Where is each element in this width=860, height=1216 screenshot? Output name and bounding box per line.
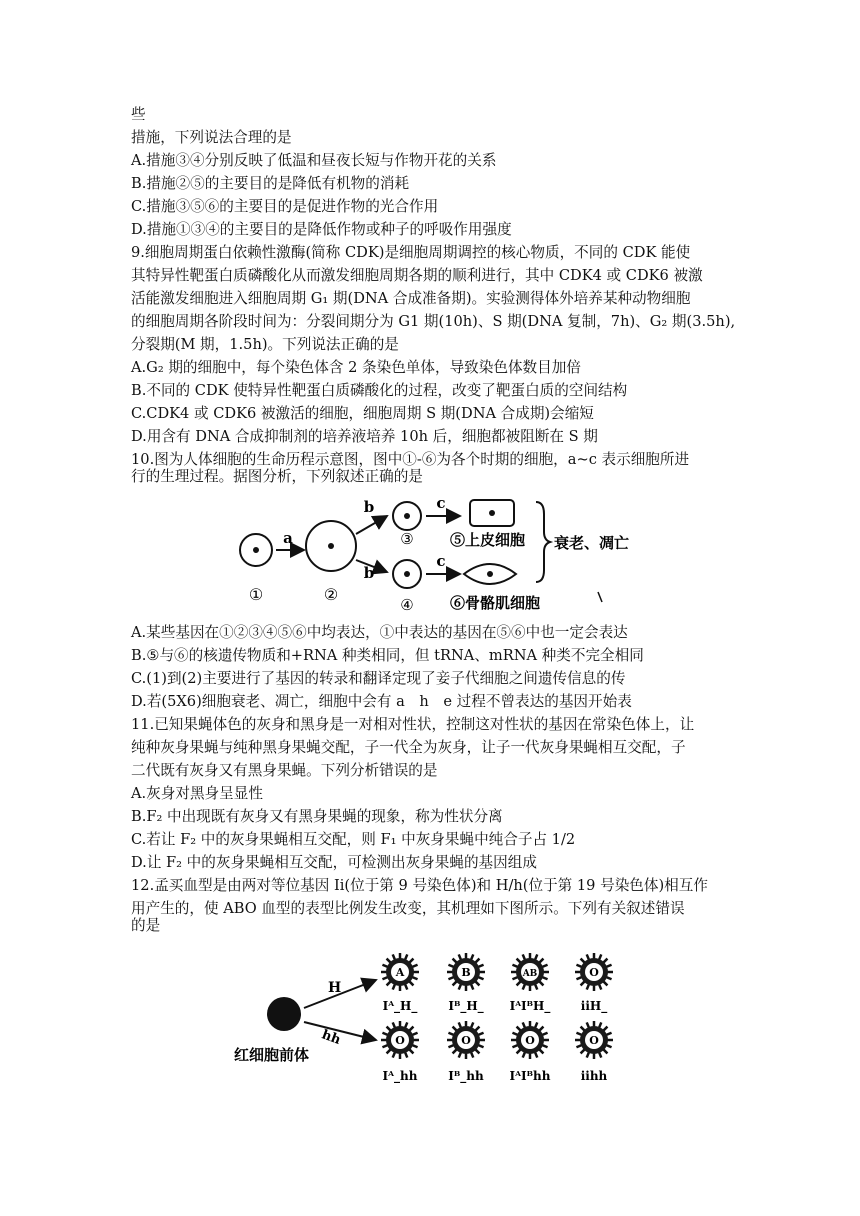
question-9: 9.细胞周期蛋白依赖性激酶(简称 CDK)是细胞周期调控的核心物质，不同的 CDK 能使 (131, 244, 691, 261)
option-c: C.(1)到(2)主要进行了基因的转录和翻译定现了妾子代细胞之间遗传信息的传 (131, 670, 626, 687)
antigen-label: AB (522, 969, 538, 979)
question-12: 12.孟买血型是由两对等位基因 Ii(位于第 9 号染色体)和 H/h(位于第 19 号染色体)相互作 (131, 877, 708, 894)
option-b: B.⑤与⑥的核遗传物质和+RNA 种类相同，但 tRNA、mRNA 种类不完全相同 (131, 647, 644, 664)
cell-1 (240, 534, 272, 566)
option-a: A.措施③④分别反映了低温和昼夜长短与作物开花的关系 (131, 152, 497, 169)
antigen-label: O (589, 1034, 599, 1047)
option-c: C.CDK4 或 CDK6 被激活的细胞，细胞周期 S 期(DNA 合成期)会缩短 (131, 405, 594, 422)
genotype-label: Iᴮ_hh (448, 1069, 484, 1083)
blood-cell-top-2 (447, 953, 485, 991)
arrow-hh-label: hh (319, 1027, 343, 1048)
text-line: 的是 (131, 917, 161, 934)
text-line: 的细胞周期各阶段时间为：分裂间期分为 G1 期(10h)、S 期(DNA 复制，7h)、G₂ 期(3.5h), (131, 313, 736, 330)
precursor-label: 红细胞前体 (234, 1046, 310, 1064)
text-line: 纯种灰身果蝇与纯种黑身果蝇交配，子一代全为灰身，让子一代灰身果蝇相互交配，子 (131, 739, 686, 756)
cell-6-muscle (464, 564, 516, 584)
arrow-b-top-label: b (363, 498, 375, 516)
genotype-label: Iᴮ_H_ (448, 999, 484, 1013)
cell-3-label: ③ (400, 530, 414, 548)
blood-cell-top-3 (511, 953, 549, 991)
cell-4 (393, 560, 421, 588)
arrow-c-top-label: c (436, 494, 446, 512)
arrow-h-label: H (328, 980, 342, 996)
text-line: 用产生的，使 ABO 血型的表型比例发生改变，其机理如下图所示。下列有关叙述错误 (131, 900, 685, 917)
arrow-a-label: a (283, 529, 293, 547)
genotype-label: IᴬIᴮhh (509, 1069, 551, 1083)
text-line: 分裂期(M 期，1.5h)。下列说法正确的是 (131, 336, 399, 353)
blood-cell-top-4 (575, 953, 613, 991)
cell-2-label: ② (323, 585, 339, 604)
antigen-label: O (395, 1034, 405, 1047)
genotype-label: iiH_ (580, 999, 608, 1013)
antigen-label: A (395, 966, 405, 979)
genotype-label: Iᴬ_hh (382, 1069, 418, 1083)
brace (536, 502, 550, 582)
cell-6-label: ⑥骨骼肌细胞 (450, 594, 541, 612)
option-d: D.若(5X6)细胞衰老、凋亡，细胞中会有 a h e 过程不曾表达的基因开始表 (131, 693, 632, 710)
bombay-blood-type-figure (230, 940, 630, 1090)
antigen-label: B (461, 966, 471, 979)
brace-label: 衰老、凋亡 (554, 534, 630, 552)
cell-1-label: ① (248, 585, 264, 604)
option-b: B.F₂ 中出现既有灰身又有黑身果蝇的现象，称为性状分离 (131, 808, 503, 825)
cell-3 (393, 502, 421, 530)
genotype-label: Iᴬ_H_ (382, 999, 418, 1013)
blood-cell-bottom-3 (511, 1021, 549, 1059)
text-line: 活能激发细胞进入细胞周期 G₁ 期(DNA 合成准备期)。实验测得体外培养某种动物细胞 (131, 290, 691, 307)
cell-5-epithelial (470, 500, 514, 526)
question-10: 10.图为人体细胞的生命历程示意图，图中①-⑥为各个时期的细胞，a~c 表示细胞所进 (131, 451, 690, 468)
arrow-b-bottom-label: b (363, 564, 375, 582)
genotype-label: IᴬIᴮH_ (509, 999, 551, 1013)
precursor-cell (267, 997, 301, 1031)
arrow-c-bottom-label: c (436, 552, 446, 570)
option-c: C.措施③⑤⑥的主要目的是促进作物的光合作用 (131, 198, 439, 215)
option-d: D.让 F₂ 中的灰身果蝇相互交配，可检测出灰身果蝇的基因组成 (131, 854, 537, 871)
cell-4-label: ④ (400, 596, 414, 614)
cell-2 (306, 521, 356, 571)
antigen-label: O (461, 1034, 471, 1047)
blood-cell-bottom-4 (575, 1021, 613, 1059)
genotype-label: iihh (580, 1069, 608, 1083)
option-d: D.用含有 DNA 合成抑制剂的培养液培养 10h 后，细胞都被阻断在 S 期 (131, 428, 598, 445)
blood-cell-bottom-1 (381, 1021, 419, 1059)
cell-5-label: ⑤上皮细胞 (450, 531, 526, 549)
option-c: C.若让 F₂ 中的灰身果蝇相互交配，则 F₁ 中灰身果蝇中纯合子占 1/2 (131, 831, 576, 848)
option-d: D.措施①③④的主要目的是降低作物或种子的呼吸作用强度 (131, 221, 512, 238)
blood-cell-bottom-2 (447, 1021, 485, 1059)
text-line: 措施，下列说法合理的是 (131, 129, 292, 146)
text-line: 行的生理过程。据图分析，下列叙述正确的是 (131, 468, 423, 485)
text-line: 二代既有灰身又有黑身果蝇。下列分析错误的是 (131, 762, 438, 779)
option-a: A.灰身对黑身呈显性 (131, 785, 263, 802)
option-a: A.某些基因在①②③④⑤⑥中均表达，①中表达的基因在⑤⑥中也一定会表达 (131, 624, 628, 641)
text-line: 其特异性靶蛋白质磷酸化从而激发细胞周期各期的顺利进行，其中 CDK4 或 CDK6 被激 (131, 267, 703, 284)
option-a: A.G₂ 期的细胞中，每个染色体含 2 条染色单体，导致染色体数目加倍 (131, 359, 581, 376)
question-11: 11.已知果蝇体色的灰身和黑身是一对相对性状，控制这对性状的基因在常染色体上，让 (131, 716, 695, 733)
option-b: B.措施②⑤的主要目的是降低有机物的消耗 (131, 175, 410, 192)
text-line: 些 (131, 106, 146, 123)
blood-cell-top-1 (381, 953, 419, 991)
antigen-label: O (525, 1034, 535, 1047)
option-b: B.不同的 CDK 使特异性靶蛋白质磷酸化的过程，改变了靶蛋白质的空间结构 (131, 382, 628, 399)
cell-lifecycle-figure (232, 488, 642, 616)
antigen-label: O (589, 966, 599, 979)
